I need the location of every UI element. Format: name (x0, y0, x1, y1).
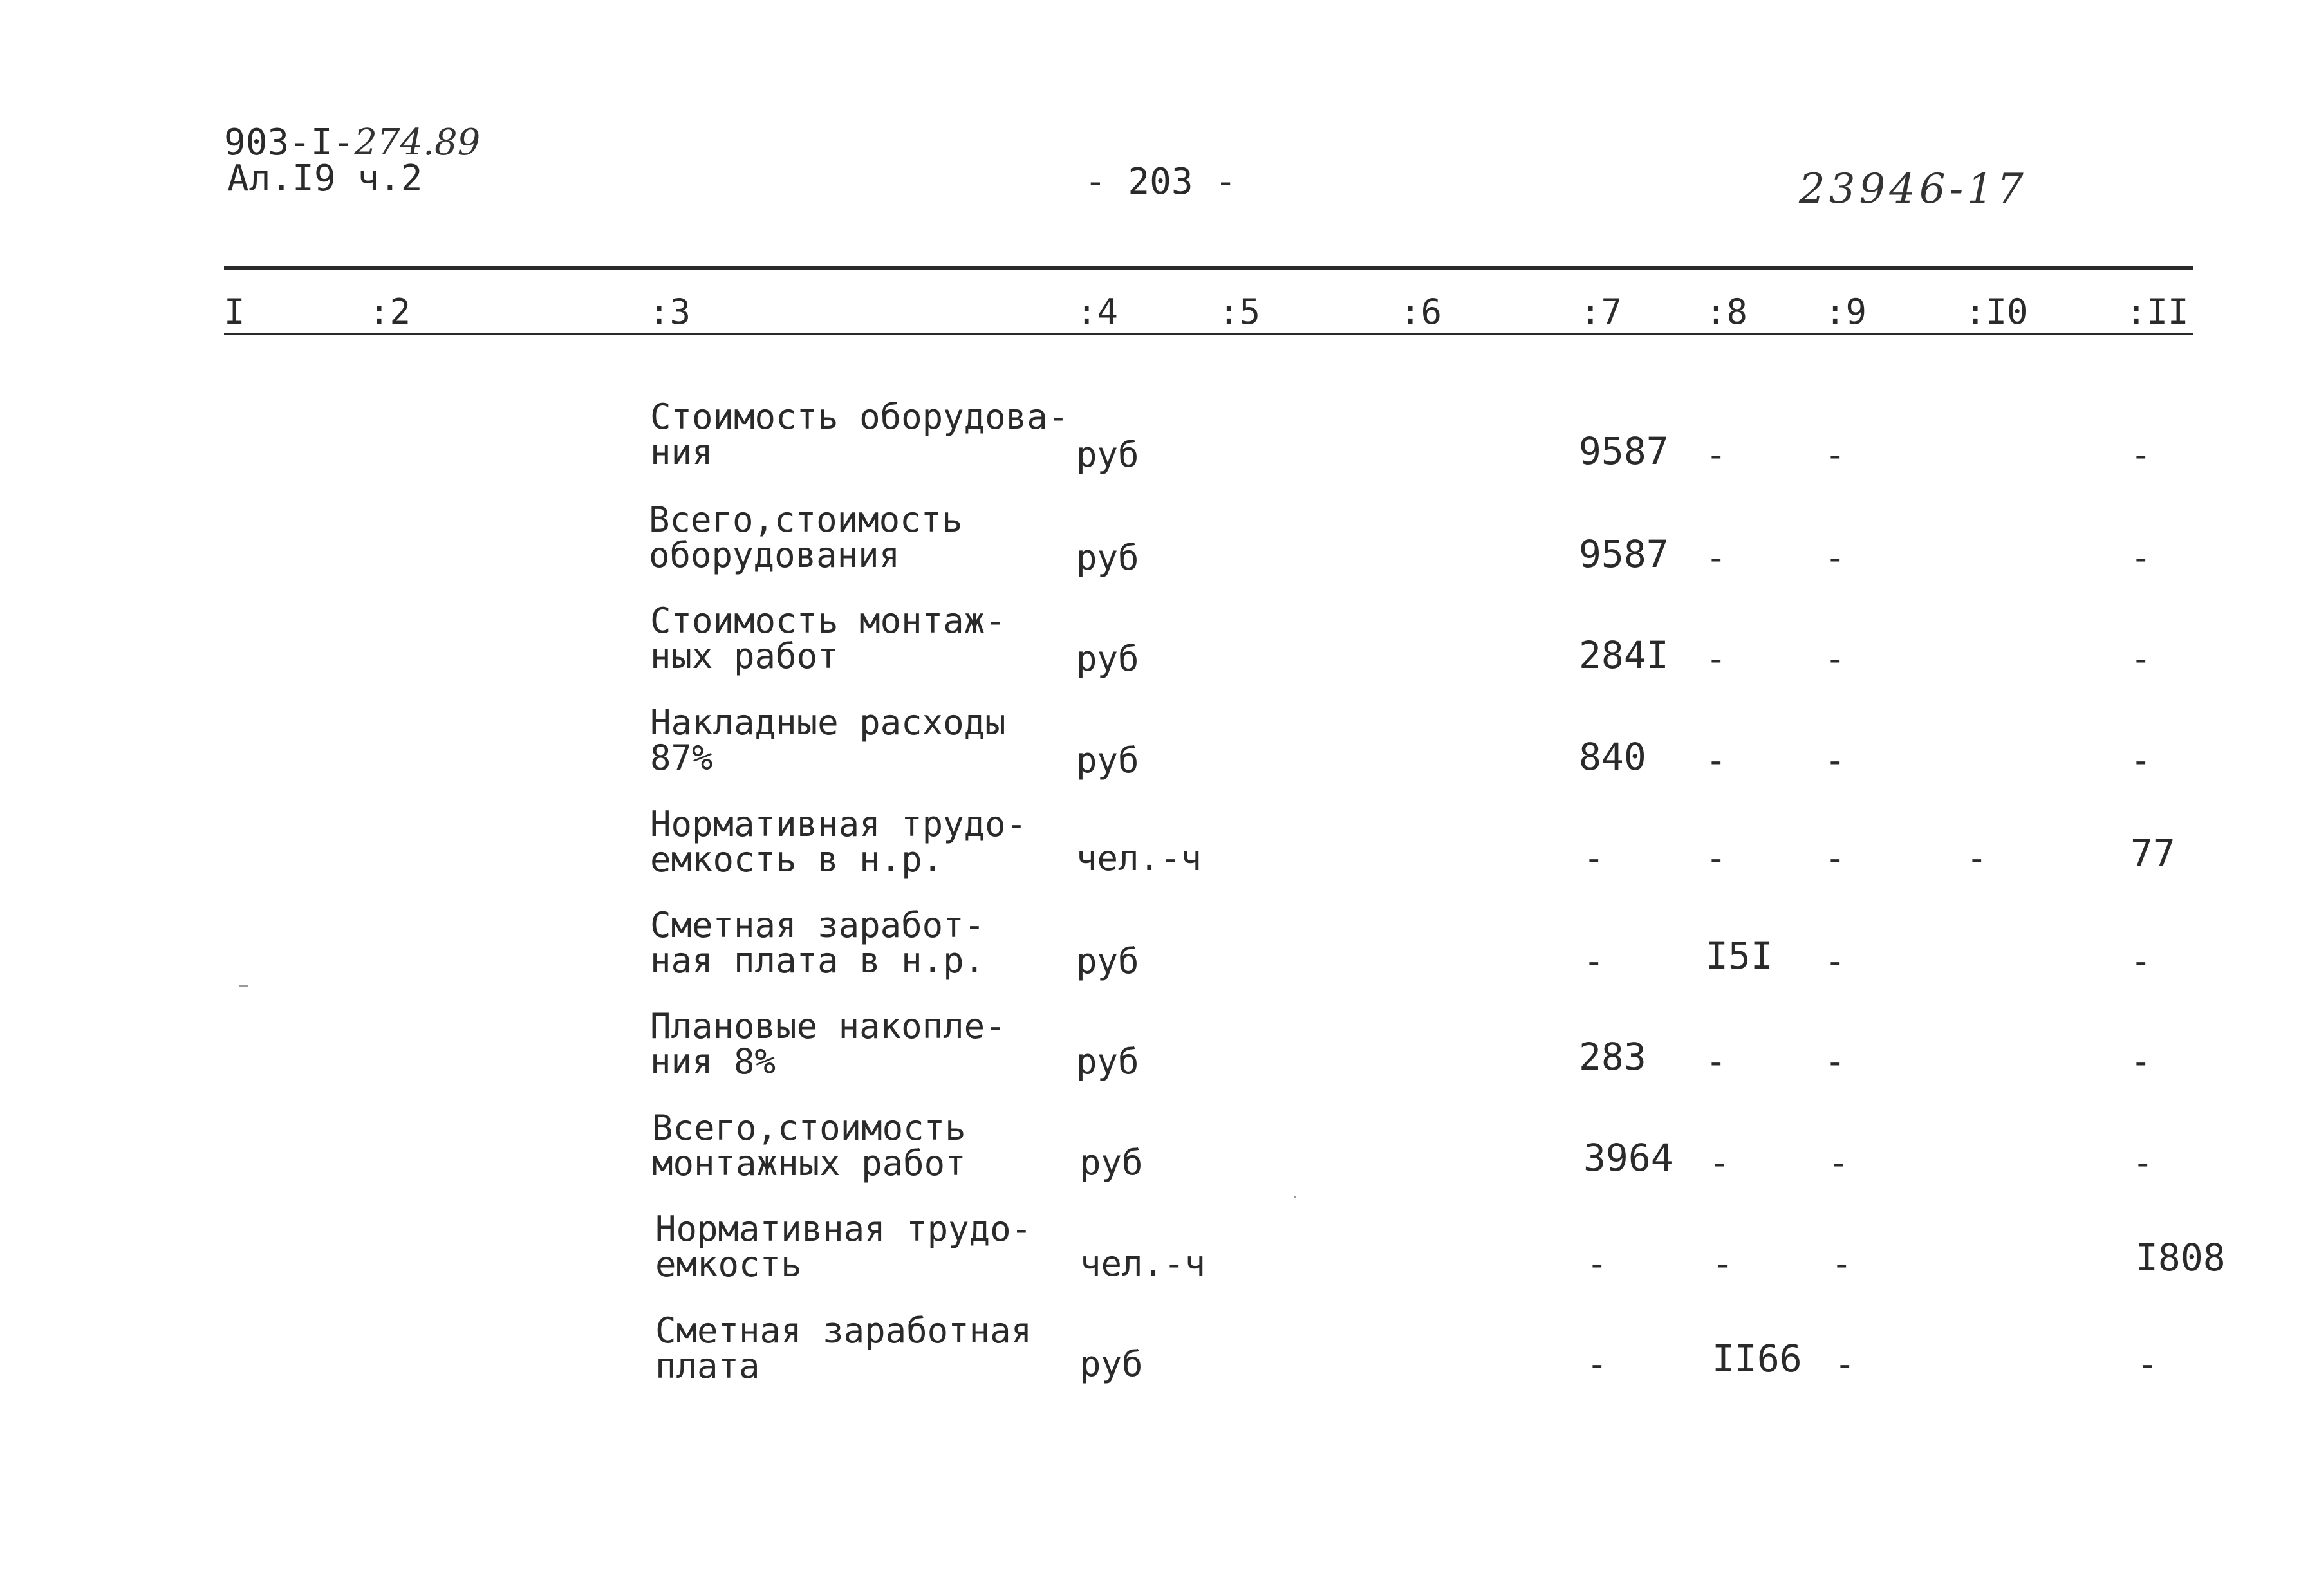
scan-speck (1294, 1196, 1296, 1198)
row-9-col8: - (1712, 1243, 1733, 1284)
row-4-col9: - (1825, 740, 1846, 781)
row-1-description: Стоимость оборудова- ния (650, 396, 1069, 472)
column-header-10: :I0 (1965, 292, 2028, 332)
row-4-col11: - (2130, 740, 2152, 781)
header-bottom-rule (224, 333, 2193, 335)
row-5-col10: - (1966, 838, 1988, 878)
row-2-col8: - (1706, 537, 1727, 578)
row-1-col8: - (1706, 434, 1727, 475)
row-6-col11: - (2130, 941, 2152, 981)
row-6-col9: - (1825, 941, 1846, 981)
row-5-description: Нормативная трудо- емкость в н.р. (650, 804, 1027, 880)
row-8-col11: - (2132, 1142, 2154, 1183)
row-5-unit: чел.-ч (1076, 838, 1202, 878)
scan-speck (239, 985, 248, 987)
row-5-col7: - (1583, 838, 1605, 878)
row-10-col8: II66 (1712, 1337, 1802, 1380)
row-7-col11: - (2130, 1041, 2152, 1082)
row-9-description: Нормативная трудо- емкость (655, 1209, 1032, 1285)
document-code (224, 122, 481, 163)
column-header-3: :3 (649, 292, 691, 332)
row-5-col11: 77 (2130, 831, 2175, 875)
row-2-col11: - (2130, 537, 2152, 578)
column-header-7: :7 (1580, 292, 1623, 332)
row-1-col7: 9587 (1579, 429, 1669, 473)
row-6-col7: - (1583, 941, 1605, 981)
row-6-description: Сметная заработ- ная плата в н.р. (650, 905, 985, 981)
row-10-col9: - (1834, 1344, 1856, 1384)
row-7-col9: - (1825, 1041, 1846, 1082)
row-4-col7: 840 (1579, 735, 1646, 779)
row-1-col11: - (2130, 434, 2152, 475)
column-header-4: :4 (1076, 292, 1119, 332)
table-top-rule (224, 266, 2193, 270)
row-9-col11: I808 (2136, 1236, 2226, 1279)
column-header-1: I (224, 292, 245, 332)
stamp-number: 23946-17 (1799, 165, 2027, 213)
row-9-col9: - (1831, 1243, 1852, 1284)
album-label: Ал.I9 ч.2 (227, 158, 423, 200)
column-header-2: :2 (369, 292, 411, 332)
row-6-unit: руб (1076, 941, 1139, 981)
column-header-9: :9 (1825, 292, 1867, 332)
row-7-description: Плановые накопле- ния 8% (650, 1006, 1006, 1082)
row-10-unit: руб (1080, 1344, 1143, 1384)
row-9-unit: чел.-ч (1080, 1243, 1206, 1284)
row-3-col11: - (2130, 638, 2152, 679)
row-3-description: Стоимость монтаж- ных работ (650, 600, 1006, 676)
row-8-unit: руб (1080, 1142, 1143, 1183)
row-8-description: Всего,стоимость монтажных работ (652, 1108, 966, 1183)
row-8-col7: 3964 (1583, 1136, 1673, 1180)
row-3-col8: - (1706, 638, 1727, 679)
row-10-description: Сметная заработная плата (655, 1310, 1032, 1386)
row-3-col7: 284I (1579, 633, 1669, 677)
row-1-unit: руб (1076, 434, 1139, 475)
document-code-printed: 903-I- (224, 122, 355, 163)
row-8-col9: - (1828, 1142, 1849, 1183)
row-4-col8: - (1706, 740, 1727, 781)
row-2-unit: руб (1076, 537, 1139, 578)
row-10-col7: - (1587, 1344, 1608, 1384)
row-3-col9: - (1825, 638, 1846, 679)
row-4-description: Накладные расходы 87% (650, 702, 1006, 778)
row-10-col11: - (2137, 1344, 2158, 1384)
row-8-col8: - (1709, 1142, 1730, 1183)
row-2-description: Всего,стоимость оборудования (649, 499, 963, 575)
column-header-5: :5 (1218, 292, 1261, 332)
row-5-col9: - (1825, 838, 1846, 878)
row-7-col7: 283 (1579, 1035, 1646, 1079)
row-6-col8: I5I (1706, 934, 1773, 978)
row-1-col9: - (1825, 434, 1846, 475)
row-3-unit: руб (1076, 638, 1139, 679)
column-header-8: :8 (1706, 292, 1748, 332)
column-header-6: :6 (1400, 292, 1442, 332)
row-2-col7: 9587 (1579, 532, 1669, 576)
row-9-col7: - (1587, 1243, 1608, 1284)
page-number: - 203 - (1085, 161, 1237, 203)
row-5-col8: - (1706, 838, 1727, 878)
row-7-col8: - (1706, 1041, 1727, 1082)
column-header-11: :II (2126, 292, 2189, 332)
row-4-unit: руб (1076, 740, 1139, 781)
row-2-col9: - (1825, 537, 1846, 578)
document-code-handwritten: 274.89 (354, 122, 481, 163)
row-7-unit: руб (1076, 1041, 1139, 1082)
